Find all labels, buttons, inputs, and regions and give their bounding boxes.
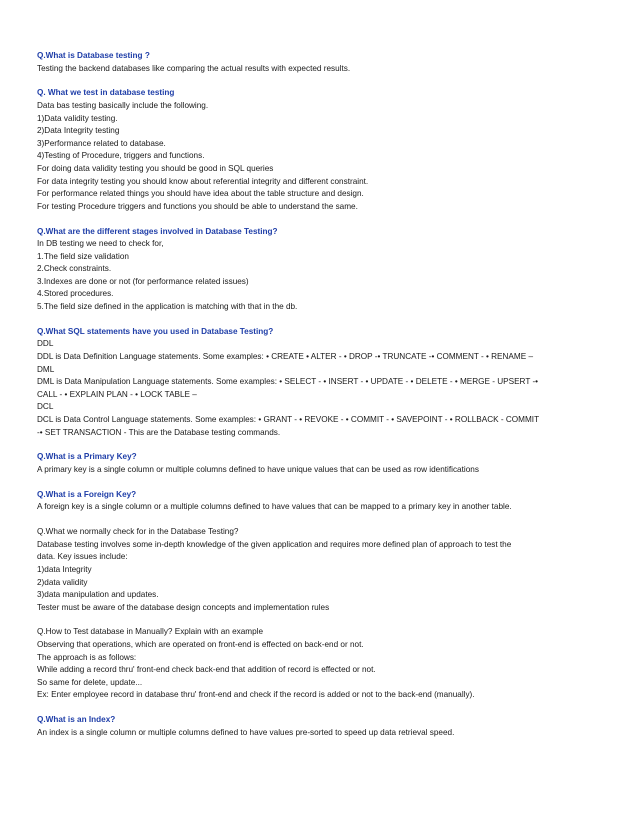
body-text-line: A foreign key is a single column or a multiple columns defined to have values that can be mapped to a primary key in another table.: [37, 502, 512, 512]
question-heading: Q.What is a Foreign Key?: [37, 489, 137, 499]
body-text-line: For doing data validity testing you should be good in SQL queries: [37, 163, 274, 173]
qa-section: [37, 626, 603, 702]
body-text-line: Database testing involves some in-depth knowledge of the given application and requires more defined plan of approach to test the: [37, 539, 512, 549]
qa-section: [37, 87, 603, 213]
body-text-line: For data integrity testing you should know about referential integrity and different constraint.: [37, 176, 369, 186]
body-text-line: Q.How to Test database in Manually? Explain with an example: [37, 627, 264, 637]
qa-section: [37, 526, 603, 614]
body-text-line: 5.The field size defined in the application is matching with that in the db.: [37, 302, 298, 312]
qa-section: [37, 326, 603, 439]
question-heading: Q.What is a Primary Key?: [37, 452, 137, 462]
body-text-line: 4)Testing of Procedure, triggers and functions.: [37, 151, 205, 161]
body-text-line: data. Key issues include:: [37, 552, 128, 562]
question-heading: Q.What is Database testing ?: [37, 51, 150, 60]
question-heading: Q.What is an Index?: [37, 715, 116, 725]
question-heading: Q.What SQL statements have you used in Database Testing?: [37, 326, 274, 336]
body-text-line: 1)Data validity testing.: [37, 113, 118, 123]
body-text-line: -• SET TRANSACTION - This are the Database testing commands.: [37, 427, 281, 437]
body-text-line: 3)data manipulation and updates.: [37, 590, 159, 600]
body-text-line: In DB testing we need to check for,: [37, 239, 164, 249]
body-text-line: Testing the backend databases like comparing the actual results with expected results.: [37, 63, 351, 73]
body-text-line: DCL: [37, 402, 54, 412]
body-text-line: Data bas testing basically include the following.: [37, 100, 209, 110]
body-text-line: 2)data validity: [37, 577, 88, 587]
body-text-line: 2.Check constraints.: [37, 264, 112, 274]
body-text-line: Observing that operations, which are operated on front-end is effected on back-end or not.: [37, 640, 364, 650]
question-heading: Q.What are the different stages involved in Database Testing?: [37, 226, 278, 236]
body-text-line: Q.What we normally check for in the Database Testing?: [37, 527, 239, 537]
body-text-line: DDL: [37, 339, 54, 349]
document-page: [37, 50, 603, 752]
body-text-line: For performance related things you should have idea about the table structure and design.: [37, 189, 364, 199]
body-text-line: 3.Indexes are done or not (for performance related issues): [37, 276, 249, 286]
body-text-line: For testing Procedure triggers and functions you should be able to understand the same.: [37, 201, 358, 211]
body-text-line: 1.The field size validation: [37, 251, 129, 261]
body-text-line: While adding a record thru' front-end check back-end that addition of record is effected or not.: [37, 665, 376, 675]
body-text-line: 3)Performance related to database.: [37, 138, 166, 148]
body-text-line: DCL is Data Control Language statements. Some examples: • GRANT - • REVOKE - • COMMIT - • SAVEPOINT - • ROLLBACK - COMMIT: [37, 415, 540, 424]
qa-section: [37, 451, 603, 476]
body-text-line: Tester must be aware of the database design concepts and implementation rules: [37, 602, 330, 612]
body-text-line: DML is Data Manipulation Language statements. Some examples: • SELECT - • INSERT - • UPDATE - • DELETE - • MERGE - UPSERT -•: [37, 377, 539, 387]
body-text-line: So same for delete, update...: [37, 677, 143, 687]
body-text-line: Ex: Enter employee record in database thru' front-end and check if the record is added or not to the back-end (manually).: [37, 690, 475, 700]
body-text-line: 2)Data Integrity testing: [37, 126, 120, 136]
qa-section: [37, 50, 603, 75]
qa-section: [37, 226, 603, 314]
qa-section: [37, 714, 603, 739]
body-text-line: DDL is Data Definition Language statements. Some examples: • CREATE • ALTER - • DROP -• TRUNCATE -• COMMENT - • RENAME –: [37, 352, 534, 362]
body-text-line: A primary key is a single column or multiple columns defined to have unique values that can be used as row identifications: [37, 464, 479, 474]
body-text-line: The approach is as follows:: [37, 652, 137, 662]
body-text-line: DML: [37, 364, 55, 374]
body-text-line: 1)data Integrity: [37, 564, 92, 574]
body-text-line: An index is a single column or multiple columns defined to have values pre-sorted to speed up data retrieval speed.: [37, 727, 455, 737]
body-text-line: 4.Stored procedures.: [37, 289, 114, 299]
question-heading: Q. What we test in database testing: [37, 88, 175, 98]
qa-section: [37, 489, 603, 514]
body-text-line: CALL - • EXPLAIN PLAN - • LOCK TABLE –: [37, 389, 197, 399]
